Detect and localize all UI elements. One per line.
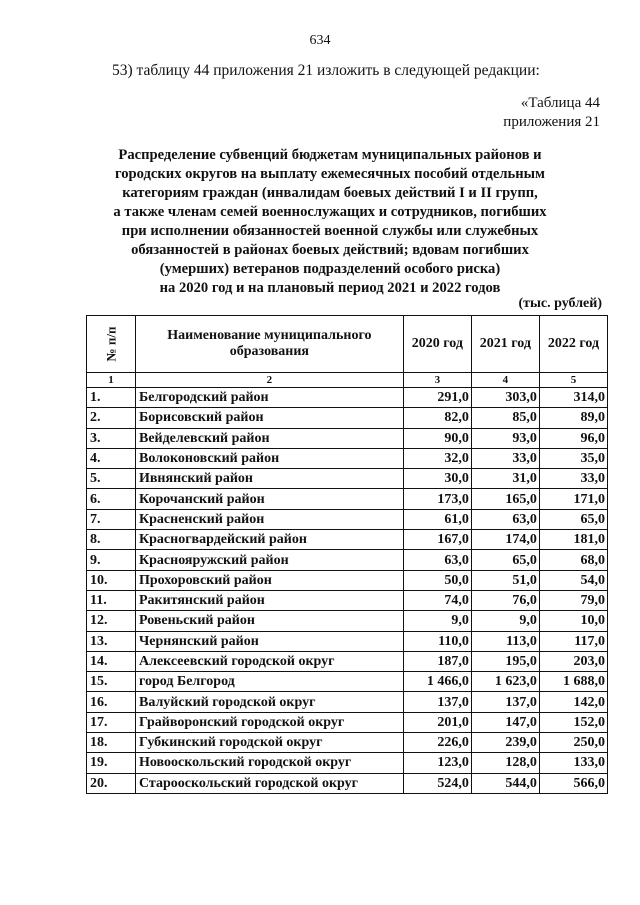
table-row [87, 550, 608, 570]
municipality-name: Валуйский городской округ [135, 692, 403, 712]
row-number: 3. [87, 428, 136, 448]
value-2020: 137,0 [403, 692, 471, 712]
column-number: 4 [471, 373, 539, 388]
value-2021: 165,0 [471, 489, 539, 509]
value-2021: 51,0 [471, 570, 539, 590]
table-body [87, 388, 608, 794]
value-2021: 174,0 [471, 530, 539, 550]
value-2020: 173,0 [403, 489, 471, 509]
value-2022: 65,0 [539, 509, 607, 529]
table-reference [503, 94, 600, 132]
municipality-name: Губкинский городской округ [135, 733, 403, 753]
value-2021: 65,0 [471, 550, 539, 570]
value-2020: 123,0 [403, 753, 471, 773]
value-2020: 291,0 [403, 388, 471, 408]
municipality-name: Краснояружский район [135, 550, 403, 570]
value-2020: 187,0 [403, 651, 471, 671]
municipality-name: Вейделевский район [135, 428, 403, 448]
municipality-name: Белгородский район [135, 388, 403, 408]
row-number: 5. [87, 469, 136, 489]
value-2021: 147,0 [471, 712, 539, 732]
value-2020: 226,0 [403, 733, 471, 753]
municipality-name: Красногвардейский район [135, 530, 403, 550]
table-reference-line-2: приложения 21 [503, 114, 600, 130]
municipality-name: Корочанский район [135, 489, 403, 509]
value-2022: 314,0 [539, 388, 607, 408]
row-number: 17. [87, 712, 136, 732]
table-heading [100, 146, 560, 298]
value-2022: 171,0 [539, 489, 607, 509]
value-2022: 250,0 [539, 733, 607, 753]
table-row [87, 672, 608, 692]
value-2020: 110,0 [403, 631, 471, 651]
table-row [87, 408, 608, 428]
table-row [87, 773, 608, 793]
municipality-name: город Белгород [135, 672, 403, 692]
table-row [87, 753, 608, 773]
table-row [87, 469, 608, 489]
heading-line: Распределение субвенций бюджетам муниципальных районов и [118, 147, 542, 163]
row-number: 7. [87, 509, 136, 529]
table-row [87, 611, 608, 631]
value-2020: 74,0 [403, 590, 471, 610]
municipality-name: Борисовский район [135, 408, 403, 428]
table-row [87, 428, 608, 448]
heading-line: (умерших) ветеранов подразделений особого риска) [159, 261, 501, 277]
header-2021: 2021 год [471, 316, 539, 373]
value-2022: 1 688,0 [539, 672, 607, 692]
value-2020: 1 466,0 [403, 672, 471, 692]
value-2021: 31,0 [471, 469, 539, 489]
column-number: 2 [135, 373, 403, 388]
table-row [87, 590, 608, 610]
value-2021: 63,0 [471, 509, 539, 529]
value-2020: 90,0 [403, 428, 471, 448]
value-2022: 117,0 [539, 631, 607, 651]
intro-text: 53) таблицу 44 приложения 21 изложить в следующей редакции: [112, 62, 540, 79]
municipality-name: Красненский район [135, 509, 403, 529]
table-row [87, 388, 608, 408]
value-2020: 30,0 [403, 469, 471, 489]
value-2021: 239,0 [471, 733, 539, 753]
heading-line: городских округов на выплату ежемесячных пособий отдельным [114, 166, 546, 182]
municipality-name: Ровеньский район [135, 611, 403, 631]
value-2022: 54,0 [539, 570, 607, 590]
value-2020: 167,0 [403, 530, 471, 550]
table-row [87, 712, 608, 732]
row-number: 11. [87, 590, 136, 610]
municipality-name: Ивнянский район [135, 469, 403, 489]
row-number: 20. [87, 773, 136, 793]
value-2022: 96,0 [539, 428, 607, 448]
value-2021: 9,0 [471, 611, 539, 631]
value-2020: 32,0 [403, 448, 471, 468]
table-row [87, 651, 608, 671]
heading-line: на 2020 год и на плановый период 2021 и 2022 годов [159, 280, 501, 296]
row-number: 18. [87, 733, 136, 753]
table-row [87, 733, 608, 753]
value-2021: 1 623,0 [471, 672, 539, 692]
value-2020: 82,0 [403, 408, 471, 428]
row-number: 9. [87, 550, 136, 570]
row-number: 8. [87, 530, 136, 550]
value-2022: 152,0 [539, 712, 607, 732]
value-2022: 89,0 [539, 408, 607, 428]
value-2022: 566,0 [539, 773, 607, 793]
column-number: 1 [87, 373, 136, 388]
value-2020: 61,0 [403, 509, 471, 529]
value-2021: 76,0 [471, 590, 539, 610]
table-row [87, 570, 608, 590]
value-2022: 142,0 [539, 692, 607, 712]
value-2022: 68,0 [539, 550, 607, 570]
value-2020: 9,0 [403, 611, 471, 631]
value-2022: 133,0 [539, 753, 607, 773]
value-2022: 10,0 [539, 611, 607, 631]
heading-line: при исполнении обязанностей военной службы или служебных [121, 223, 539, 239]
value-2020: 524,0 [403, 773, 471, 793]
column-number-row [87, 373, 608, 388]
table-row [87, 631, 608, 651]
table-row [87, 489, 608, 509]
header-2020: 2020 год [403, 316, 471, 373]
value-2021: 195,0 [471, 651, 539, 671]
row-number: 2. [87, 408, 136, 428]
header-name: Наименование муниципального образования [135, 316, 403, 373]
column-number: 3 [403, 373, 471, 388]
value-2021: 303,0 [471, 388, 539, 408]
municipality-name: Новооскольский городской округ [135, 753, 403, 773]
value-2022: 181,0 [539, 530, 607, 550]
value-2020: 201,0 [403, 712, 471, 732]
units-label: (тыс. рублей) [518, 296, 602, 311]
table-row [87, 692, 608, 712]
municipality-name: Грайворонский городской округ [135, 712, 403, 732]
header-number: № п/п [87, 316, 136, 373]
header-2022: 2022 год [539, 316, 607, 373]
column-number: 5 [539, 373, 607, 388]
value-2021: 137,0 [471, 692, 539, 712]
page-number: 634 [309, 33, 331, 48]
value-2022: 35,0 [539, 448, 607, 468]
row-number: 6. [87, 489, 136, 509]
row-number: 1. [87, 388, 136, 408]
row-number: 4. [87, 448, 136, 468]
heading-line: обязанностей в районах боевых действий; вдовам погибших [131, 242, 529, 258]
municipality-name: Прохоровский район [135, 570, 403, 590]
municipality-name: Волоконовский район [135, 448, 403, 468]
value-2021: 128,0 [471, 753, 539, 773]
value-2020: 50,0 [403, 570, 471, 590]
table-row [87, 530, 608, 550]
value-2022: 203,0 [539, 651, 607, 671]
municipality-name: Чернянский район [135, 631, 403, 651]
municipality-name: Алексеевский городской округ [135, 651, 403, 671]
subventions-table [86, 315, 608, 794]
value-2022: 79,0 [539, 590, 607, 610]
value-2020: 63,0 [403, 550, 471, 570]
value-2022: 33,0 [539, 469, 607, 489]
value-2021: 113,0 [471, 631, 539, 651]
row-number: 14. [87, 651, 136, 671]
value-2021: 33,0 [471, 448, 539, 468]
table-header-row [87, 316, 608, 373]
table-row [87, 509, 608, 529]
heading-line: категориям граждан (инвалидам боевых действий I и II групп, [122, 185, 538, 201]
row-number: 13. [87, 631, 136, 651]
value-2021: 85,0 [471, 408, 539, 428]
row-number: 16. [87, 692, 136, 712]
row-number: 15. [87, 672, 136, 692]
value-2021: 544,0 [471, 773, 539, 793]
municipality-name: Старооскольский городской округ [135, 773, 403, 793]
row-number: 10. [87, 570, 136, 590]
row-number: 12. [87, 611, 136, 631]
table-row [87, 448, 608, 468]
heading-line: а также членам семей военнослужащих и сотрудников, погибших [113, 204, 547, 220]
table-reference-line-1: «Таблица 44 [520, 95, 600, 111]
municipality-name: Ракитянский район [135, 590, 403, 610]
value-2021: 93,0 [471, 428, 539, 448]
row-number: 19. [87, 753, 136, 773]
